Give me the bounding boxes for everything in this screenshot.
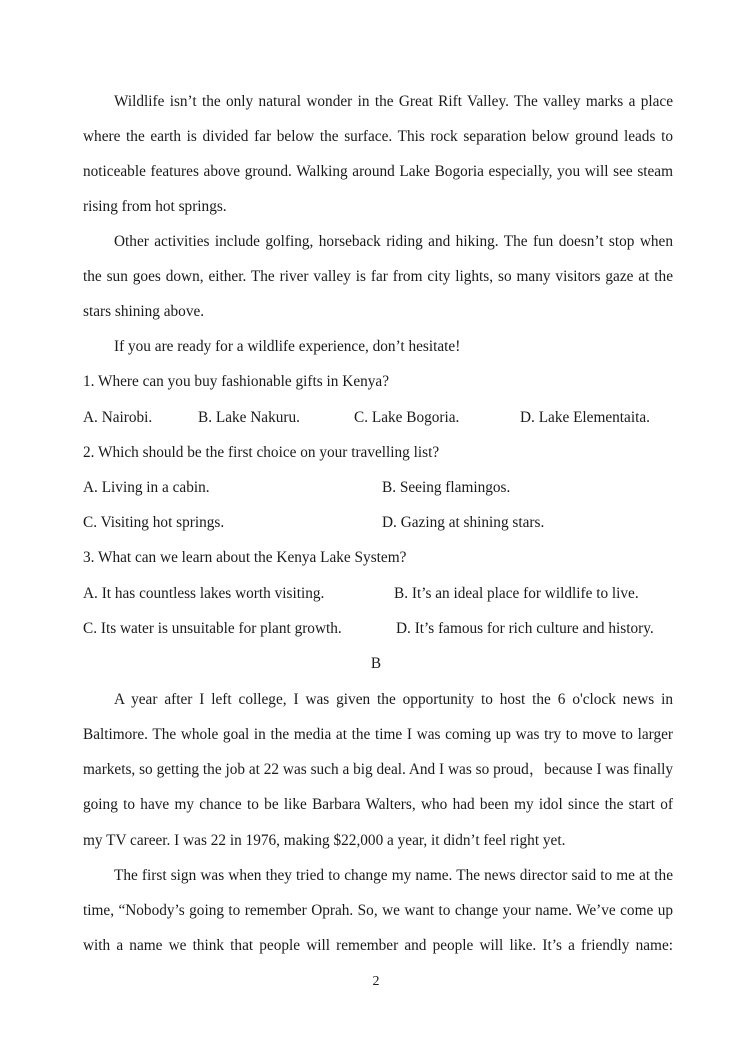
passage-a-para1-line2: where the earth is divided far below the surface. This rock separation below ground leads to [83,128,673,145]
section-b-para2-line3: with a name we think that people will remember and people will like. It’s a friendly name: [83,937,673,954]
section-b-para1-line3: markets, so getting the job at 22 was such a big deal. And I was so proud，because I was finally [83,761,673,778]
passage-a-para3: If you are ready for a wildlife experience, don’t hesitate! [114,338,461,355]
section-b-heading: B [370,655,382,672]
section-b-para1-line2: Baltimore. The whole goal in the media at the time I was coming up was try to move to larger [83,726,673,743]
question-3-option-a: A. It has countless lakes worth visiting. [83,585,325,602]
question-2-option-b: B. Seeing flamingos. [382,479,511,496]
passage-a-para1-line4: rising from hot springs. [83,198,227,215]
question-1-option-b: B. Lake Nakuru. [198,409,300,426]
passage-a-para2-line1: Other activities include golfing, horseback riding and hiking. The fun doesn’t stop when [114,233,673,250]
question-1-option-d: D. Lake Elementaita. [520,409,650,426]
question-1-stem: 1. Where can you buy fashionable gifts in Kenya? [83,373,389,390]
question-2-option-c: C. Visiting hot springs. [83,514,225,531]
question-3-option-b: B. It’s an ideal place for wildlife to live. [394,585,639,602]
section-b-para2-line2: time, “Nobody’s going to remember Oprah. So, we want to change your name. We’ve come up [83,902,673,919]
passage-a-para2-line3: stars shining above. [83,303,205,320]
question-1-option-c: C. Lake Bogoria. [354,409,460,426]
question-3-option-c: C. Its water is unsuitable for plant growth. [83,620,342,637]
question-3-option-d: D. It’s famous for rich culture and history. [396,620,654,637]
section-b-para1-line1: A year after I left college, I was given the opportunity to host the 6 o'clock news in [114,691,673,708]
question-2-stem: 2. Which should be the first choice on your travelling list? [83,444,440,461]
passage-a-para2-line2: the sun goes down, either. The river valley is far from city lights, so many visitors gaze at the [83,268,673,285]
question-2-option-a: A. Living in a cabin. [83,479,210,496]
section-b-para2-line1: The first sign was when they tried to change my name. The news director said to me at the [114,867,673,884]
question-2-option-d: D. Gazing at shining stars. [382,514,545,531]
section-b-para1-line4: going to have my chance to be like Barbara Walters, who had been my idol since the start of [83,796,673,813]
question-1-option-a: A. Nairobi. [83,409,153,426]
passage-a-para1-line3: noticeable features above ground. Walking around Lake Bogoria especially, you will see steam [83,163,673,180]
section-b-para1-line5: my TV career. I was 22 in 1976, making $22,000 a year, it didn’t feel right yet. [83,832,566,849]
passage-a-para1-line1: Wildlife isn’t the only natural wonder in the Great Rift Valley. The valley marks a place [114,93,673,110]
page-number: 2 [372,974,380,989]
question-3-stem: 3. What can we learn about the Kenya Lake System? [83,549,407,566]
